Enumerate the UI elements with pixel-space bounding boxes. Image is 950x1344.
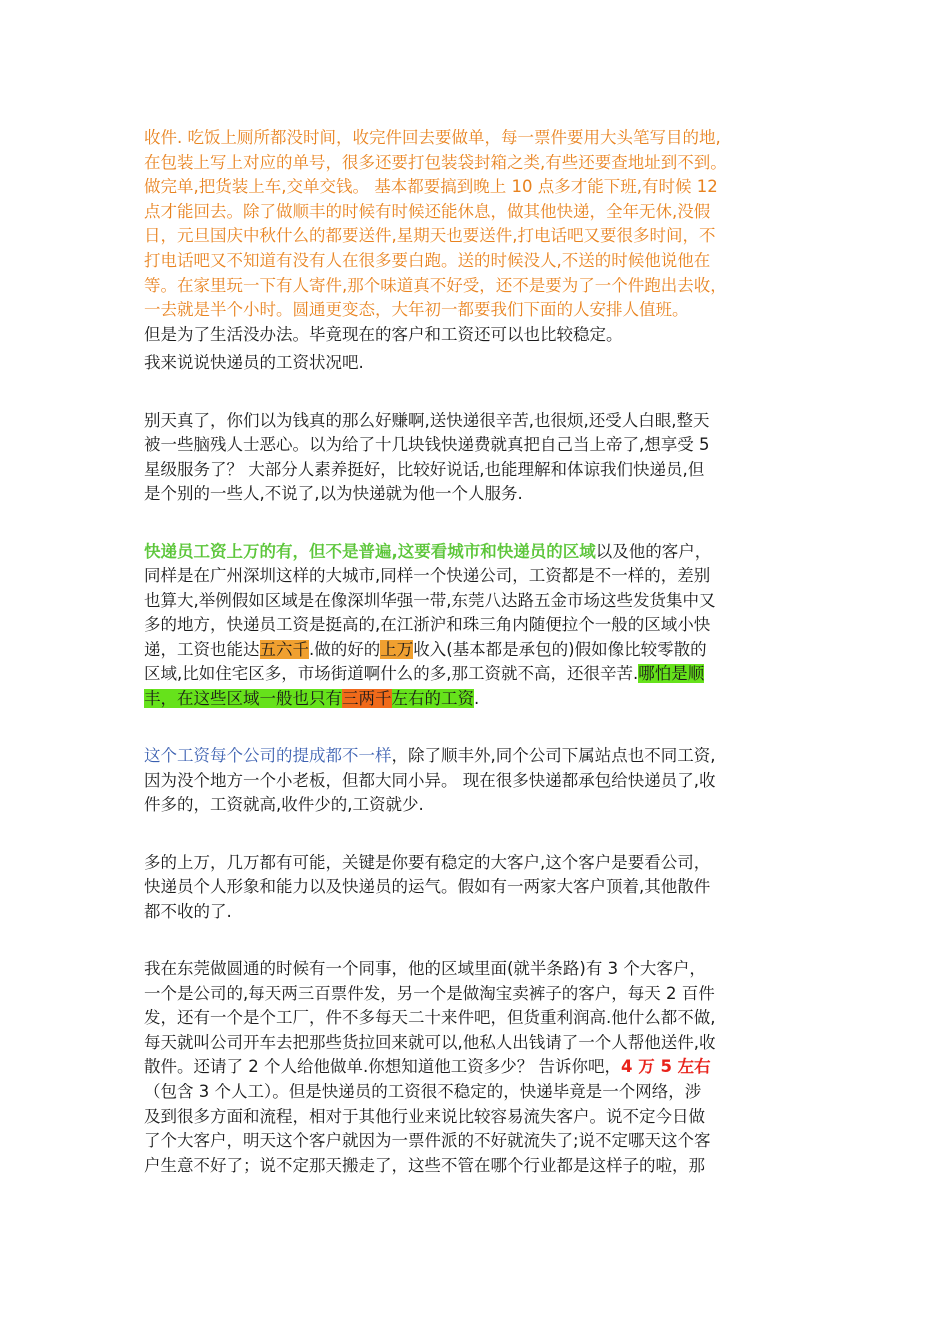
text-line: 同样是在广州深圳这样的大城市,同样一个快递公司，工资都是不一样的，差别 — [144, 566, 711, 586]
text-line: 多的地方，快递员工资是挺高的,在江浙沪和珠三角内随便拉个一般的区域小快 — [144, 615, 711, 635]
highlight-text: 三两千 — [342, 689, 392, 709]
text-span: 以及他的客户， — [595, 541, 712, 561]
highlight-text: 上万 — [380, 639, 414, 659]
text-line: 发，还有一个是个工厂，件不多每天二十来件吧，但货重利润高.他什么都不做, — [144, 1008, 716, 1028]
text-line: 日，元旦国庆中秋什么的都要送件,星期天也要送件,打电话吧又要很多时间，不 — [144, 226, 716, 246]
text-line: 打电话吧又不知道有没有人在很多要白跑。送的时候没人,不送的时候他说他在 — [144, 250, 711, 270]
text-line: （包含 3 个人工）。但是快递员的工资很不稳定的，快递毕竟是一个网络，涉 — [144, 1081, 702, 1101]
text-line: 被一些脑残人士恶心。以为给了十几块钱快递费就真把自己当上帝了,想享受 5 — [144, 435, 710, 455]
text-line: 我在东莞做圆通的时候有一个同事，他的区域里面(就半条路)有 3 个大客户， — [144, 959, 706, 978]
paragraph-salary-varies — [144, 540, 812, 712]
text-span: ，除了顺丰外,同个公司下属站点也不同工资, — [391, 746, 716, 766]
highlight-text: 丰，在这些区域一般也只有 — [144, 689, 342, 709]
text-span: 收入(基本都是承包的)假如像比较零散的 — [413, 639, 707, 659]
text-line: 星级服务了？ 大部分人素养挺好，比较好说话,也能理解和体谅我们快递员,但 — [144, 459, 705, 479]
text-span: 散件。还请了 2 个人给他做单.你想知道他工资多少？ 告诉你吧， — [144, 1057, 621, 1077]
text-line: 在包装上写上对应的单号，很多还要打包装袋封箱之类,有些还要查地址到不到。 — [144, 152, 727, 172]
text-line — [144, 638, 812, 663]
text-line: 户生意不好了；说不定那天搬走了，这些不管在哪个行业都是这样子的啦，那 — [144, 1155, 705, 1175]
text-line: 做完单,把货装上车,交单交钱。 基本都要搞到晚上 10 点多才能下班,有时候 12 — [144, 177, 718, 197]
text-line: 一去就是半个小时。圆通更变态，大年初一都要我们下面的人安排人值班。 — [144, 300, 689, 320]
text-line: 也算大,举例假如区域是在像深圳华强一带,东莞八达路五金市场这些发货集中又 — [144, 590, 716, 610]
text-span: 区域,比如住宅区多，市场街道啊什么的多,那工资就不高，还很辛苦. — [144, 664, 639, 684]
highlight-text: 快递员工资上万的有，但不是普遍,这要看城市和快递员的区域 — [144, 541, 596, 561]
paragraph-dongguan-example — [144, 957, 812, 1178]
text-line — [144, 744, 812, 769]
text-line: 因为没个地方一个小老板，但都大同小异。 现在很多快递都承包给快递员了,收 — [144, 770, 716, 790]
text-line — [144, 540, 812, 565]
highlight-text: 这个工资每个公司的提成都不一样 — [144, 746, 392, 766]
paragraph-big-clients — [144, 851, 812, 925]
text-line: 是个别的一些人,不说了,以为快递就为他一个人服务. — [144, 484, 523, 504]
text-line — [144, 687, 812, 712]
document-page — [144, 126, 812, 1178]
highlight-text: 哪怕是顺 — [638, 664, 705, 684]
text-span: .做的好的 — [309, 639, 381, 659]
paragraph-work-hours — [144, 126, 812, 323]
text-line: 一个是公司的,每天两三百票件发，另一个是做淘宝卖裤子的客户，每天 2 百件 — [144, 983, 715, 1003]
text-line: 了个大客户，明天这个客户就因为一票件派的不好就流失了;说不定哪天这个客 — [144, 1131, 711, 1151]
text-line: 收件. 吃饭上厕所都没时间，收完件回去要做单，每一票件要用大头笔写目的地, — [144, 128, 721, 147]
text-line — [144, 1055, 812, 1080]
text-span: 递，工资也能达 — [144, 639, 260, 659]
text-line: 快递员个人形象和能力以及快递员的运气。假如有一两家大客户顶着,其他散件 — [144, 877, 711, 897]
text-line: 别天真了，你们以为钱真的那么好赚啊,送快递很辛苦,也很烦,还受人白眼,整天 — [144, 410, 710, 430]
text-line: 我来说说快递员的工资状况吧. — [144, 353, 364, 373]
text-line: 件多的，工资就高,收件少的,工资就少. — [144, 795, 424, 815]
text-line: 每天就叫公司开车去把那些货拉回来就可以,他私人出钱请了一个人帮他送件,收 — [144, 1032, 716, 1052]
highlight-text: 4 万 5 左右 — [620, 1057, 711, 1077]
paragraph-dont-be-naive — [144, 409, 812, 507]
text-line: 等。在家里玩一下有人寄件,那个味道真不好受，还不是要为了一个件跑出去收， — [144, 275, 727, 295]
paragraph-commission — [144, 744, 812, 818]
highlight-text: 五六千 — [259, 639, 309, 659]
text-line: 都不收的了. — [144, 901, 232, 921]
text-line: 多的上万，几万都有可能，关键是你要有稳定的大客户,这个客户是要看公司， — [144, 852, 711, 872]
highlight-text: 左右的工资 — [391, 689, 474, 709]
text-line — [144, 662, 812, 687]
text-line: 但是为了生活没办法。毕竟现在的客户和工资还可以也比较稳定。 — [144, 324, 623, 344]
text-line: 点才能回去。除了做顺丰的时候有时候还能休息，做其他快递，全年无休,没假 — [144, 201, 711, 221]
text-line: 及到很多方面和流程，相对于其他行业来说比较容易流失客户。说不定今日做 — [144, 1106, 705, 1126]
text-span: . — [474, 689, 480, 709]
